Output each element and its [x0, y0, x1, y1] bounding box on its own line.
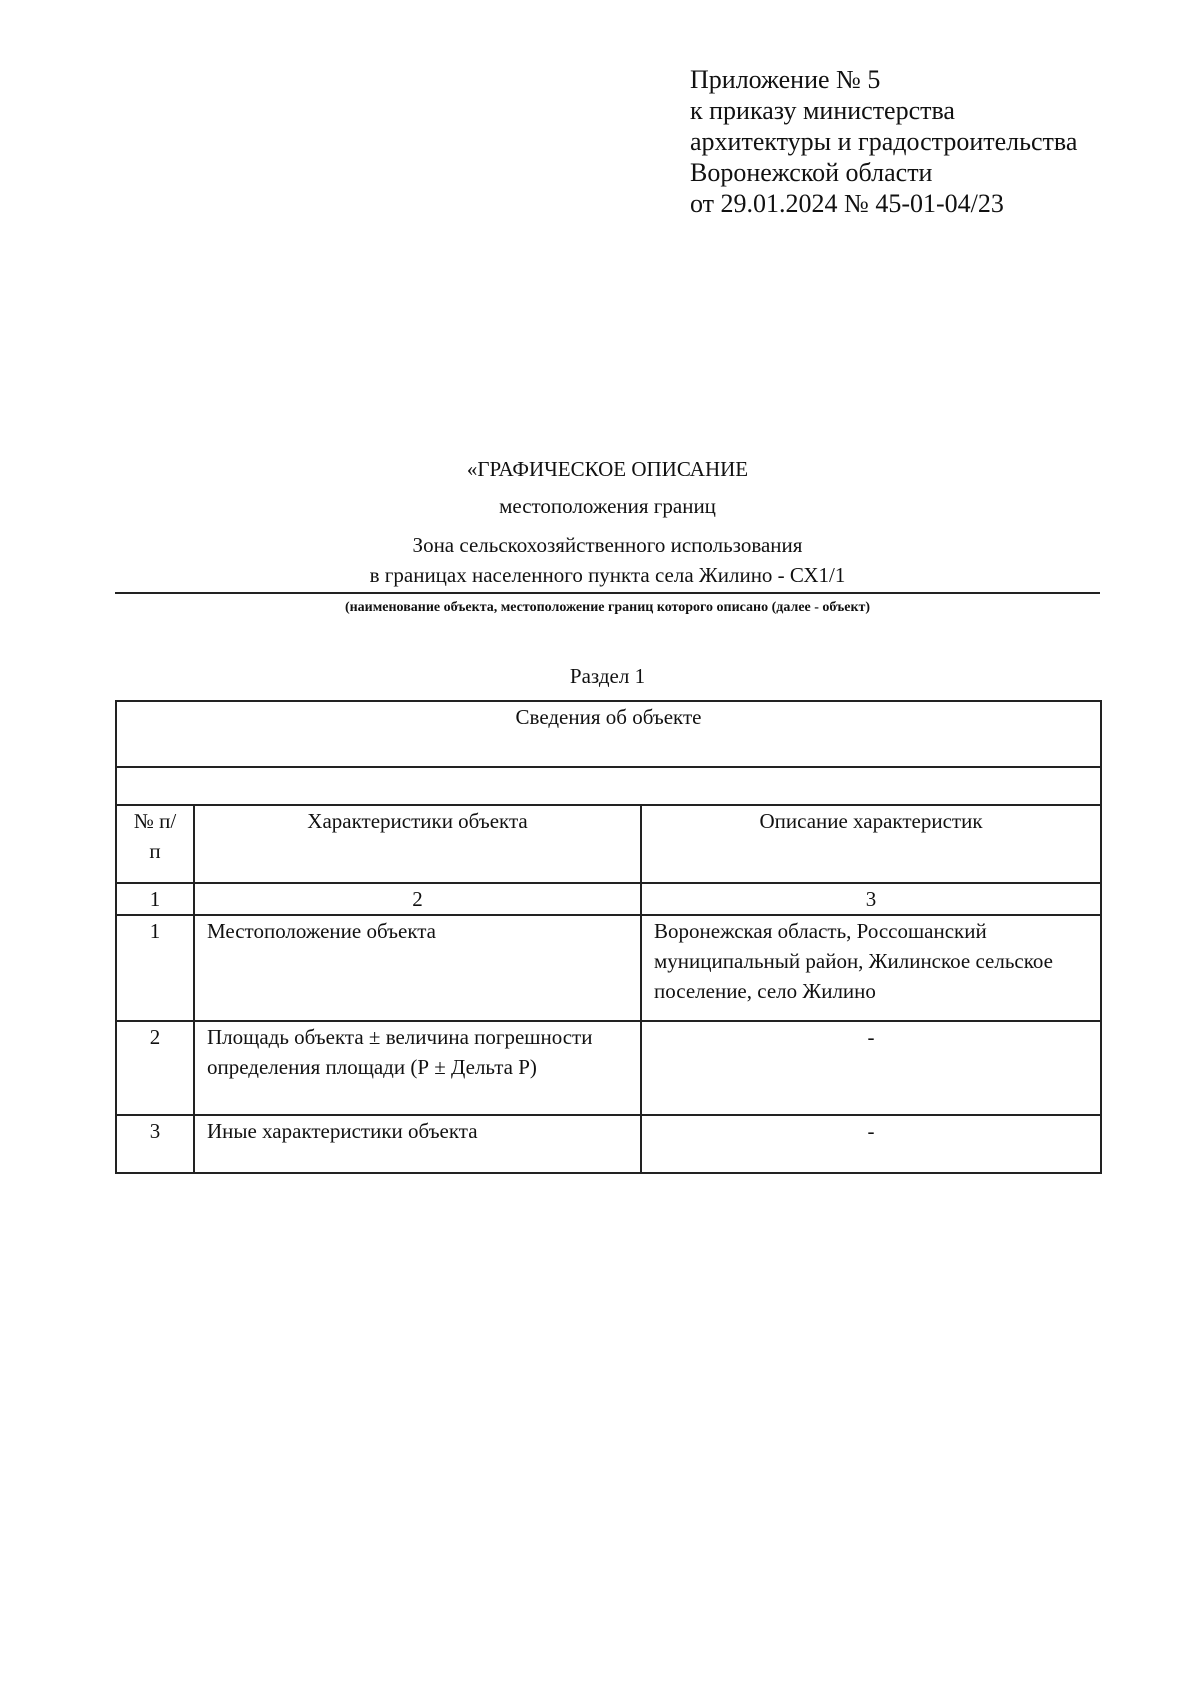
row-number: 2 [116, 1021, 194, 1115]
object-info-table [115, 700, 1102, 1174]
table-header-row [116, 805, 1101, 883]
object-name-caption: (наименование объекта, местоположение границ которого описано (далее - объект) [344, 600, 871, 615]
table-empty-cell [116, 767, 1101, 805]
row-number: 1 [116, 915, 194, 1021]
row-description: - [641, 1115, 1101, 1173]
row-characteristic: Площадь объекта ± величина погрешности определения площади (Р ± Дельта Р) [194, 1021, 641, 1115]
appendix-line: к приказу министерства [690, 96, 955, 125]
object-name-line: в границах населенного пункта села Жилино - СХ1/1 [369, 563, 846, 587]
column-number: 3 [641, 883, 1101, 915]
column-header-characteristic: Характеристики объекта [194, 805, 641, 883]
table-heading: Сведения об объекте [116, 701, 1101, 767]
appendix-line: Воронежской области [690, 158, 933, 187]
column-header-number: № п/п [116, 805, 194, 883]
column-header-description: Описание характеристик [641, 805, 1101, 883]
row-description: - [641, 1021, 1101, 1115]
appendix-block [690, 64, 1077, 219]
table-row [116, 1021, 1101, 1115]
table-row [116, 915, 1101, 1021]
table-row [116, 1115, 1101, 1173]
object-name-line: Зона сельскохозяйственного использования [412, 533, 803, 557]
column-number: 1 [116, 883, 194, 915]
row-characteristic: Местоположение объекта [194, 915, 641, 1021]
appendix-line: от 29.01.2024 № 45-01-04/23 [690, 189, 1004, 218]
table-heading-row [116, 701, 1101, 767]
row-description: Воронежская область, Россошанский муниципальный район, Жилинское сельское поселение, село Жилино [641, 915, 1101, 1021]
document-title: «ГРАФИЧЕСКОЕ ОПИСАНИЕ [466, 457, 749, 481]
title-underline [115, 592, 1100, 594]
appendix-line: Приложение № 5 [690, 65, 881, 94]
document-subtitle: местоположения границ [499, 494, 716, 518]
row-characteristic: Иные характеристики объекта [194, 1115, 641, 1173]
table-empty-row [116, 767, 1101, 805]
section-title: Раздел 1 [569, 664, 646, 688]
row-number: 3 [116, 1115, 194, 1173]
column-number-row [116, 883, 1101, 915]
column-number: 2 [194, 883, 641, 915]
appendix-line: архитектуры и градостроительства [690, 127, 1078, 156]
